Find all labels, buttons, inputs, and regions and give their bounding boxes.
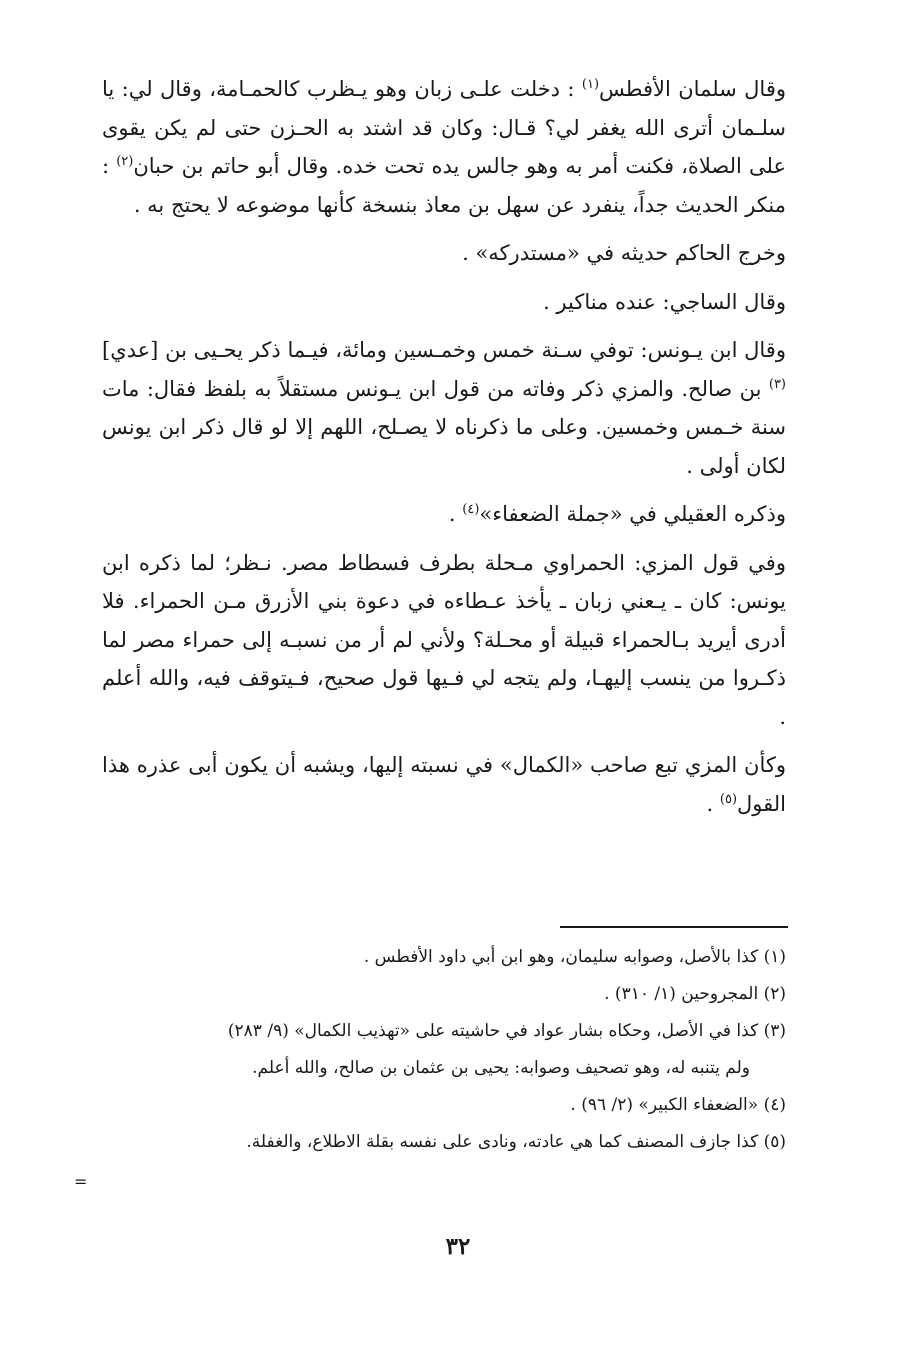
footnote-ref[interactable]: (٥) [719,791,738,807]
footnote-ref[interactable]: (٤) [462,502,480,517]
paragraph: وذكره العقيلي في «جملة الضعفاء»$^{(٤)}$ . [448,502,786,526]
paragraph: وكأن المزي تبع صاحب «الكمال» في نسبته إليها، ويشبه أن يكون أبى عذره هذا القول$^{(٥)}$ . [102,753,786,816]
paragraph: وخرج الحاكم حديثه في «مستدركه» . [462,241,786,265]
footnote-ref[interactable]: (١) [581,77,600,92]
footnote-continuation: ولم يتنبه له، وهو تصحيف وصوابه: يحيى بن عثمان بن صالح، والله أعلم. [252,1058,750,1078]
paragraph: وقال ابن يـونس: توفي سـنة خمس وخمـسين ومائة، فيـما ذكر يحـيى بن [عدي]$^{(٣)}$ بن صالح. والمزي ذكر وفاته من قول ابن يـونس مستقلاً به بلفظ فقال: مات سنة خـمس وخمسين. وعلى ما ذكرناه لا يصـلح، اللهم إلا لو قال ذكر ابن يونس لكان أولى . [102,338,786,478]
footnote: (١) كذا بالأصل، وصوابه سليمان، وهو ابن أبي داود الأفطس . [363,947,786,967]
continuation-mark: = [74,1172,88,1191]
footnote: (٢) المجروحين (١/ ٣١٠) . [604,984,786,1004]
paragraph: وقال الساجي: عنده مناكير . [543,289,786,314]
footnote: (٤) «الضعفاء الكبير» (٢/ ٩٦) . [570,1095,786,1115]
paragraph: وفي قول المزي: الحمراوي مـحلة بطرف فسطاط مصر. نـظر؛ لما ذكره ابن يونس: كان ـ يـعني زبان ـ يأخذ عـطاءه في دعوة بني الأزرق مـن الحمراء. فلا أدرى أيريد بـالحمراء قبيلة أو محـلة؟ ولأني لم أر من نسبـه إلى حمراء مصر لما ذكـروا من ينسب إليهـا، ولم يتجه لي فـيها قول صحيح، فـيتوقف فيه، والله أعلم . [102,550,786,729]
footnote-separator [560,926,788,928]
page-number: ٣٢ [445,1233,471,1260]
paragraph: وقال سلمان الأفطس$^{(١)}$ : دخلت علـى زبان وهو يـظرب كالحمـامة، وقال لي: يا سلـمان أترى الله يغفر لي؟ قـال: وكان قد اشتد به الحـزن حتى لم يكن يقوى على الصلاة، فكنت أمر به وهو جالس يده تحت خده. وقال أبو حاتم بن حبان$^{(٢)}$ : منكر الحديث جداً، ينفرد عن سهل بن معاذ بنسخة كأنها موضوعه لا يحتج به . [102,77,786,217]
footnote-ref[interactable]: (٢) [116,154,134,169]
footnotes [102,942,786,1164]
footnote-ref[interactable]: (٣) [768,376,786,392]
footnote: (٣) كذا في الأصل، وحكاه بشار عواد في حاشيته على «تهذيب الكمال» (٩/ ٢٨٣) [227,1021,786,1041]
footnote: (٥) كذا جازف المصنف كما هي عادته، ونادى على نفسه بقلة الاطلاع، والغفلة. [246,1132,786,1152]
main-text [102,70,786,833]
